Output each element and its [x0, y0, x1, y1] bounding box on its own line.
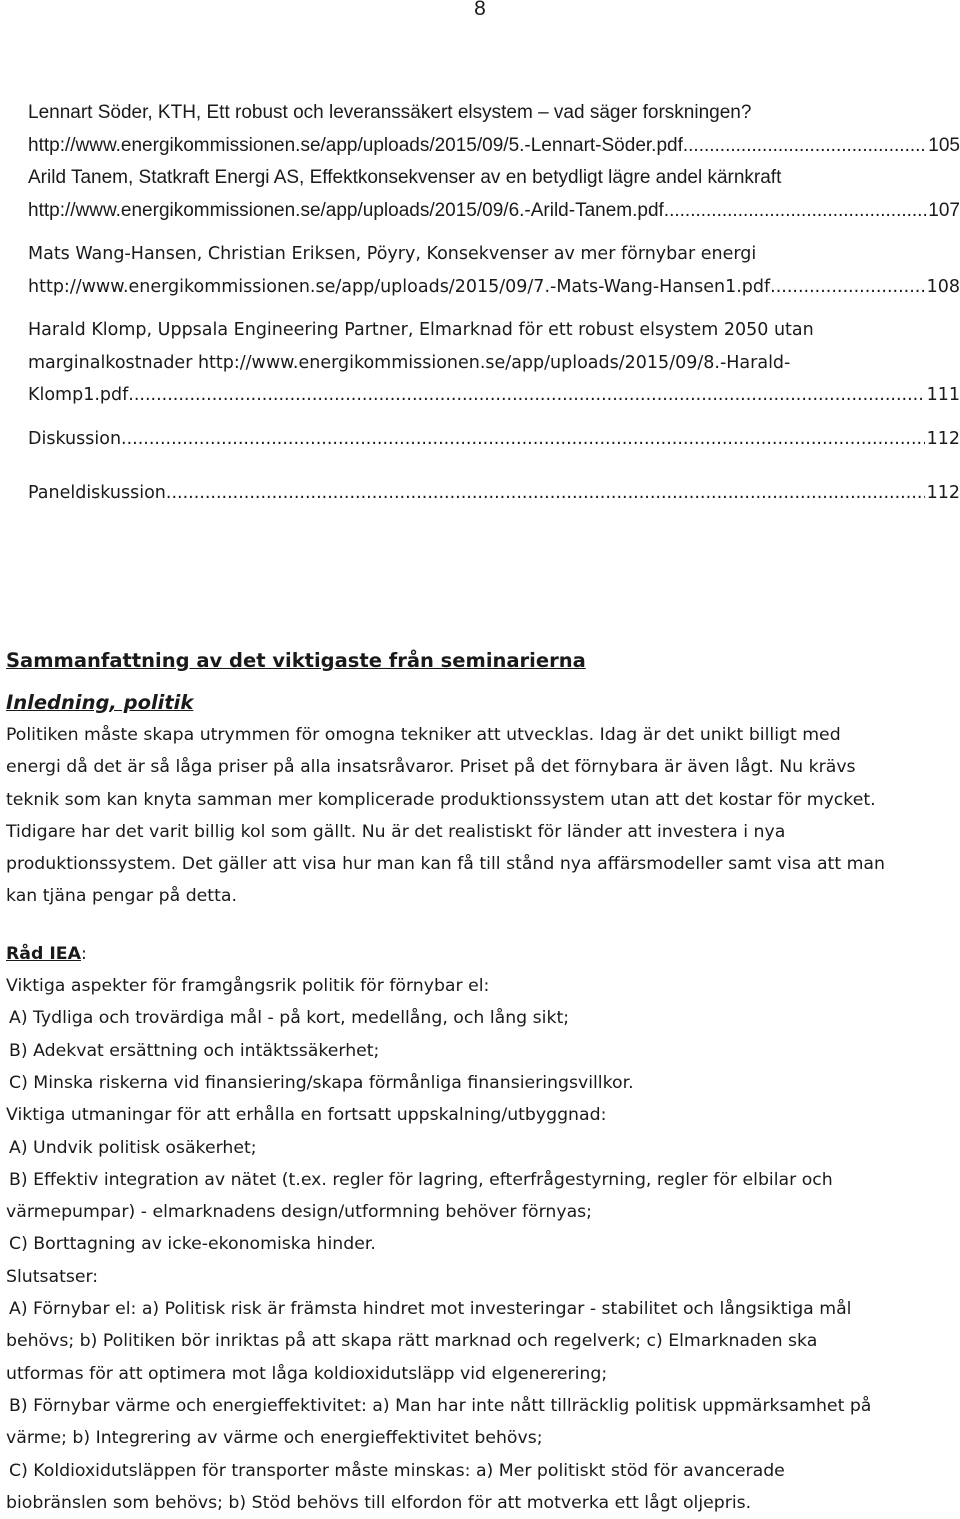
section-subheading: Inledning, politik [6, 691, 194, 714]
toc-entry-line: Lennart Söder, KTH, Ett robust och leveranssäkert elsystem – vad säger forskningen? [28, 102, 752, 123]
toc-entry-line: Mats Wang-Hansen, Christian Eriksen, Pöyry, Konsekvenser av mer förnybar energi [28, 244, 757, 264]
toc-entry-last-line [28, 477, 960, 510]
page-number: 8 [474, 0, 486, 20]
paragraph-line: kan tjäna pengar på detta. [6, 886, 237, 907]
toc-entry-text: http://www.energikommissionen.se/app/uploads/2015/09/6.-Arild-Tanem.pdf [28, 199, 664, 221]
toc-page-number: 112 [926, 483, 960, 503]
paragraph-line: biobränslen som behövs; b) Stöd behövs till elfordon för att motverka ett lågt oljepris. [6, 1492, 752, 1513]
toc-leader-dots [128, 379, 924, 412]
toc-entry-line: Arild Tanem, Statkraft Energi AS, Effektkonsekvenser av en betydligt lägre andel kärnkraft [28, 167, 782, 188]
paragraph-line: utformas för att optimera mot låga koldioxidutsläpp vid elgenerering; [6, 1363, 608, 1384]
paragraph-line: behövs; b) Politiken bör inriktas på att skapa rätt marknad och regelverk; c) Elmarknaden ska [6, 1331, 818, 1352]
intro-paragraph [6, 719, 956, 913]
paragraph-line: produktionssystem. Det gäller att visa hur man kan få till stånd nya affärsmodeller samt visa att man [6, 854, 885, 875]
toc-entry[interactable] [28, 314, 960, 423]
toc-entry-last-line [28, 423, 960, 456]
toc-entry-text: Diskussion [28, 429, 122, 449]
paragraph-line: Slutsatser: [6, 1266, 99, 1287]
list-item: C) Koldioxidutsläppen för transporter måste minskas: a) Mer politiskt stöd för avancerade [9, 1460, 785, 1481]
list-item: B) Förnybar värme och energieffektivitet: a) Man har inte nått tillräcklig politisk uppmärksamhet på [9, 1395, 872, 1416]
list-item: A) Undvik politisk osäkerhet; [9, 1137, 257, 1158]
paragraph-line: värmepumpar) - elmarknadens design/utformning behöver förnyas; [6, 1202, 593, 1223]
paragraph-line: Politiken måste skapa utrymmen för omogna tekniker att utvecklas. Idag är det unikt billigt med [6, 725, 841, 745]
toc-page-number: 105 [928, 134, 960, 156]
toc-entry-line: marginalkostnader http://www.energikommissionen.se/app/uploads/2015/09/8.-Harald- [28, 352, 791, 373]
iea-label-line [6, 938, 956, 970]
toc-entry-text: http://www.energikommissionen.se/app/uploads/2015/09/7.-Mats-Wang-Hansen1.pdf [28, 276, 771, 297]
paragraph-line: värme; b) Integrering av värme och energieffektivitet behövs; [6, 1428, 543, 1449]
paragraph-line: Tidigare har det varit billig kol som gällt. Nu är det realistiskt för länder att investera i nya [6, 821, 786, 842]
list-item: B) Adekvat ersättning och intäktssäkerhet; [9, 1040, 380, 1061]
toc-page-number: 108 [926, 276, 960, 297]
list-item: C) Minska riskerna vid finansiering/skapa förmånliga finansieringsvillkor. [9, 1072, 634, 1093]
iea-block [6, 938, 956, 1519]
toc-entry-last-line [28, 195, 960, 228]
toc-entry[interactable] [28, 97, 960, 162]
summary-section [6, 644, 956, 1519]
toc-entry-last-line [28, 130, 960, 163]
toc-page-number: 111 [926, 385, 960, 405]
list-item: B) Effektiv integration av nätet (t.ex. regler för lagring, efterfrågestyrning, regler för elbilar och [9, 1169, 833, 1190]
paragraph-line: Viktiga utmaningar för att erhålla en fortsatt uppskalning/utbyggnad: [6, 1105, 607, 1126]
toc-entry-last-line [28, 271, 960, 304]
toc-leader-dots [166, 477, 925, 510]
toc-entry[interactable] [28, 162, 960, 238]
toc-entry-text: Paneldiskussion [28, 483, 166, 503]
toc-entry-line: Harald Klomp, Uppsala Engineering Partner, Elmarknad för ett robust elsystem 2050 utan [28, 320, 814, 340]
toc-leader-dots [770, 271, 924, 304]
list-item: A) Förnybar el: a) Politisk risk är främsta hindret mot investeringar - stabilitet och långsiktiga mål [9, 1299, 852, 1320]
list-item: A) Tydliga och trovärdiga mål - på kort, medellång, och lång sikt; [9, 1008, 570, 1029]
toc-entry[interactable] [28, 477, 960, 517]
toc-entry[interactable] [28, 423, 960, 477]
paragraph-line: teknik som kan knyta samman mer komplicerade produktionssystem utan att det kostar för mycket. [6, 789, 876, 810]
toc-page-number: 112 [926, 429, 960, 449]
toc-entry-last-line [28, 379, 960, 412]
toc-leader-dots [683, 130, 926, 163]
toc-entry-text: Klomp1.pdf [28, 385, 129, 405]
paragraph-line: Viktiga aspekter för framgångsrik politik för förnybar el: [6, 976, 490, 997]
section-heading: Sammanfattning av det viktigaste från seminarierna [6, 649, 586, 672]
list-item: C) Borttagning av icke-ekonomiska hinder. [9, 1234, 376, 1255]
toc-leader-dots [121, 423, 925, 456]
iea-colon: : [80, 943, 87, 964]
iea-label: Råd IEA [6, 943, 81, 964]
table-of-contents [28, 97, 960, 517]
toc-entry[interactable] [28, 238, 960, 314]
toc-entry-text: http://www.energikommissionen.se/app/uploads/2015/09/5.-Lennart-Söder.pdf [28, 134, 683, 156]
toc-leader-dots [664, 195, 927, 228]
toc-page-number: 107 [928, 199, 960, 221]
paragraph-line: energi då det är så låga priser på alla insatsråvaror. Priset på det förnybara är även lågt. Nu krävs [6, 757, 856, 778]
